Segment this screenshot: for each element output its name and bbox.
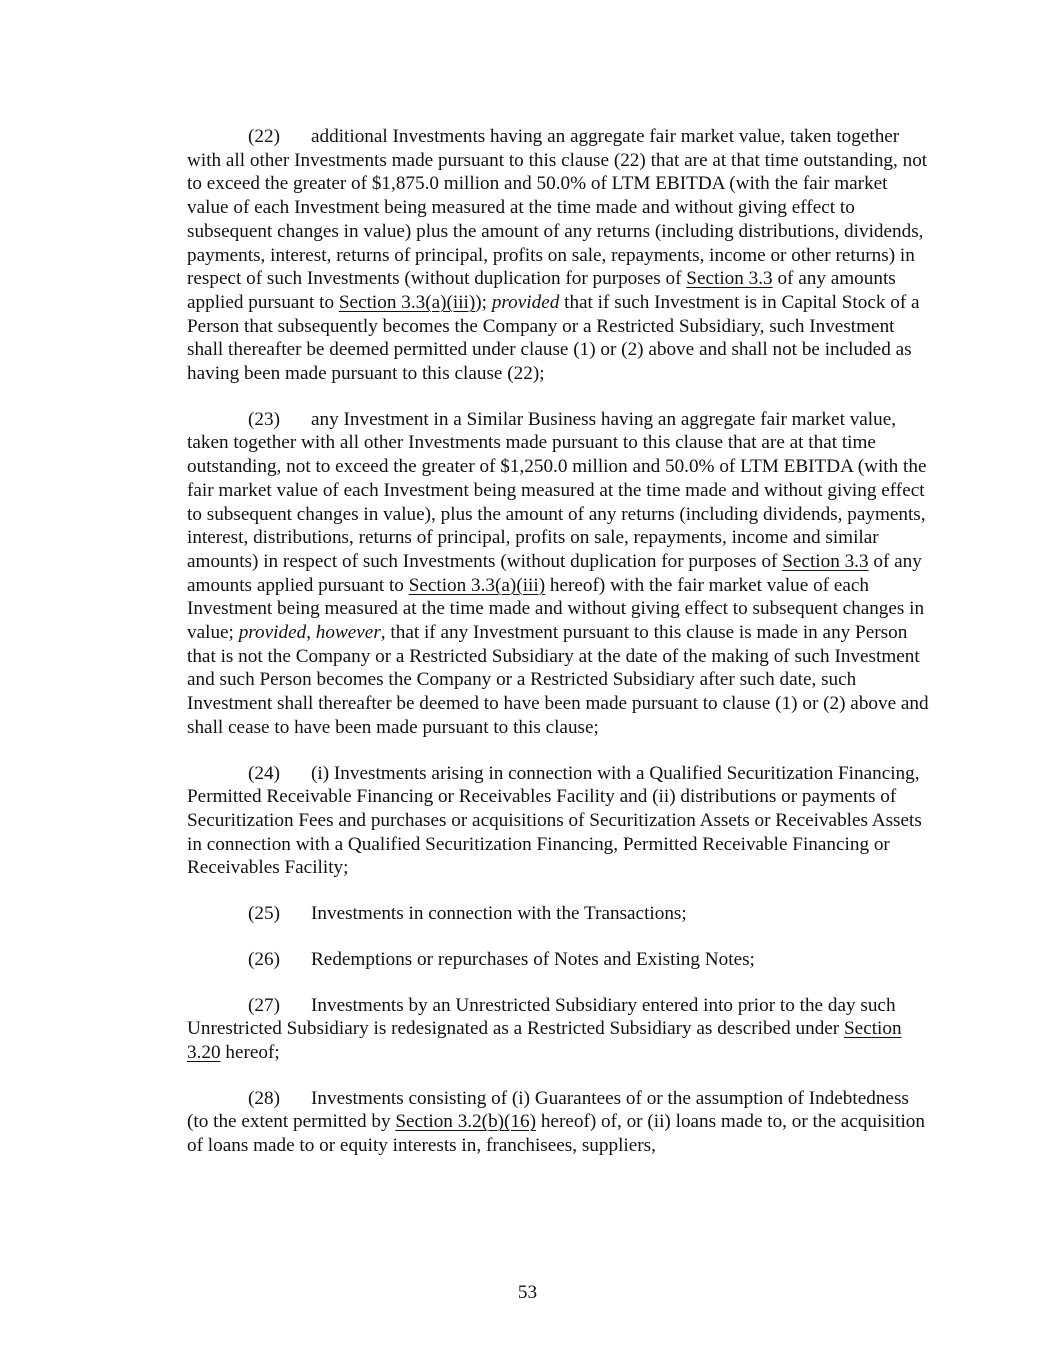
clause-25 bbox=[187, 902, 932, 926]
section-reference: Section 3.3(a)(iii) bbox=[338, 291, 476, 313]
clause-number: (26) bbox=[248, 948, 280, 970]
clause-text: hereof) of, or (ii) loans made to, or the acquisition of loans made to or equity interests in, franchisees, suppliers, bbox=[187, 1111, 925, 1157]
clause-text: , that if any Investment pursuant to this clause is made in any Person that is not the Company or a Restricted Subsidiary at the date of the making of such Investment and such Person becomes the Company or a Restricted Subsidiary after such date, such Investment shall thereafter be deemed to have been made pursuant to clause (1) or (2) above and shall cease to have been made pursuant to this clause; bbox=[187, 622, 929, 738]
section-reference: Section 3.3 bbox=[782, 550, 869, 572]
clause-text: Redemptions or repurchases of Notes and Existing Notes; bbox=[311, 948, 755, 970]
section-reference: Section 3.3(a)(iii) bbox=[408, 574, 546, 596]
clause-number: (27) bbox=[248, 994, 280, 1016]
clause-text: hereof; bbox=[220, 1041, 280, 1063]
clause-text: that if such Investment is in Capital Stock of a Person that subsequently becomes the Company or a Restricted Subsidiary, such Investment shall thereafter be deemed permitted under clause (1) or (2) above and shall not be included as having been made pursuant to this clause (22); bbox=[187, 291, 920, 385]
clause-text: , bbox=[306, 622, 316, 644]
clause-number: (23) bbox=[248, 408, 280, 430]
clause-text: of any amounts applied pursuant to bbox=[187, 268, 896, 313]
clause-28 bbox=[187, 1087, 932, 1158]
clause-number: (28) bbox=[248, 1087, 280, 1109]
page-body bbox=[187, 125, 932, 1180]
page-number: 53 bbox=[517, 1282, 538, 1303]
clause-22 bbox=[187, 125, 932, 386]
clause-text: Investments consisting of (i) Guarantees of or the assumption of Indebtedness (to the extent permitted by bbox=[187, 1087, 909, 1133]
clause-number: (25) bbox=[248, 903, 280, 925]
emphasis-term: however bbox=[315, 622, 381, 644]
clause-24 bbox=[187, 762, 932, 881]
clause-number: (22) bbox=[248, 126, 280, 147]
section-reference: Section 3.2(b)(16) bbox=[395, 1111, 537, 1133]
section-reference: Section 3.3 bbox=[686, 268, 773, 290]
emphasis-term: provided bbox=[491, 291, 560, 313]
clause-text: Investments by an Unrestricted Subsidiary entered into prior to the day such Unrestricted Subsidiary is redesignated as a Restricted Subsidiary as described under bbox=[187, 994, 896, 1040]
clause-text: ); bbox=[475, 291, 492, 313]
clause-26 bbox=[187, 948, 932, 972]
emphasis-term: provided bbox=[238, 622, 307, 644]
clause-27 bbox=[187, 994, 932, 1065]
clause-text: (i) Investments arising in connection with a Qualified Securitization Financing, Permitted Receivable Financing or Receivables Facility and (ii) distributions or payments of Securitization Fees and purchases or acquisitions of Securitization Assets or Receivables Assets in connection with a Qualified Securitization Financing, Permitted Receivable Financing or Receivables Facility; bbox=[187, 762, 922, 879]
clause-number: (24) bbox=[248, 762, 280, 784]
clause-text: additional Investments having an aggregate fair market value, taken together with all other Investments made pursuant to this clause (22) that are at that time outstanding, not to exceed the greater of $1,875.0 million and 50.0% of LTM EBITDA (with the fair market value of each Investment being measured at the time made and without giving effect to subsequent changes in value) plus the amount of any returns (including distributions, dividends, payments, interest, returns of principal, profits on sale, repayments, income or other returns) in respect of such Investments (without duplication for purposes of bbox=[187, 126, 928, 290]
clause-text: of any amounts applied pursuant to bbox=[187, 550, 922, 596]
clause-text: any Investment in a Similar Business having an aggregate fair market value, taken together with all other Investments made pursuant to this clause that are at that time outstanding, not to exceed the greater of $1,250.0 million and 50.0% of LTM EBITDA (with the fair market value of each Investment being measured at the time made and without giving effect to subsequent changes in value), plus the amount of any returns (including dividends, payments, interest, distributions, returns of principal, profits on sale, repayments, income and similar amounts) in respect of such Investments (without duplication for purposes of bbox=[187, 408, 927, 572]
clause-text: Investments in connection with the Transactions; bbox=[311, 903, 687, 925]
clause-text: hereof) with the fair market value of each Investment being measured at the time made and without giving effect to subsequent changes in value; bbox=[187, 574, 925, 644]
section-reference: Section 3.20 bbox=[187, 1018, 902, 1063]
clause-23 bbox=[187, 408, 932, 740]
